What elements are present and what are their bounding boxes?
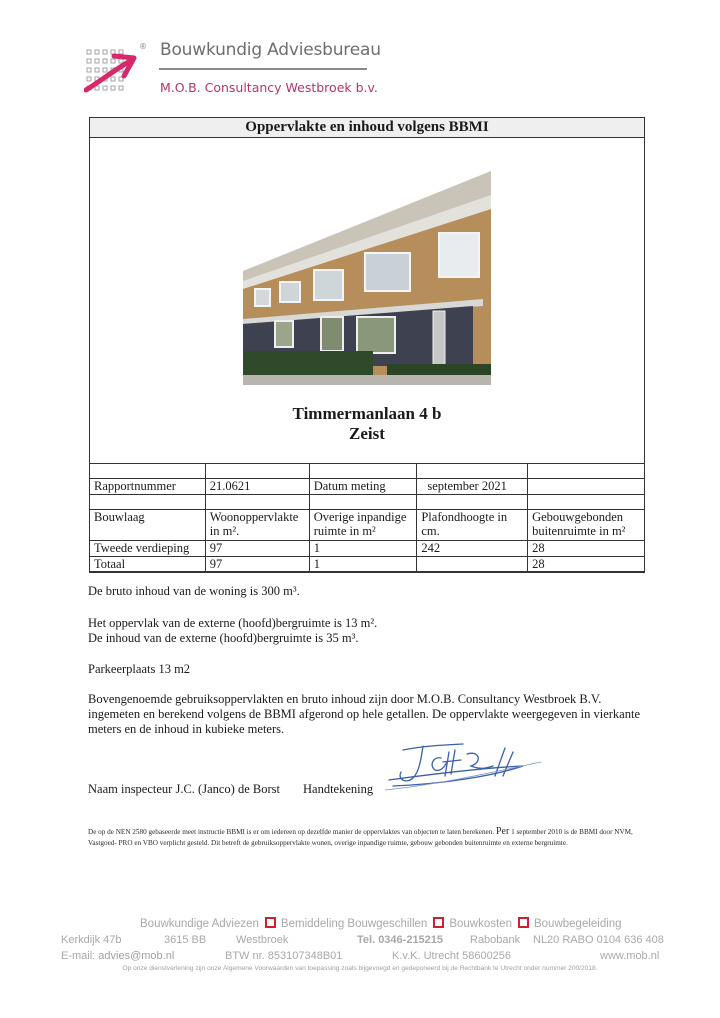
footer-services: [140, 917, 622, 930]
berging-oppervlak-text: Het oppervlak van de externe (hoofd)bergruimte is 13 m².: [88, 616, 378, 630]
fine-print-a: De op de NEN 2580 gebaseerde meet instructie BBMI is er om iedereen op dezelfde manier de oppervlaktes van objecten te laten berekenen.: [88, 828, 495, 836]
fine-print-b: 1 september 2010 is de BBMI door NVM, Vastgoed- PRO en VBO verplicht gesteld. Dit betreft de gebruiksoppervlakte wonen, overige inpandige ruimte, gebouw gebonden buitenruimte en externe bergruimte.: [88, 828, 633, 847]
service-item: Bouwkundige Adviezen: [140, 918, 259, 930]
logo-divider: [159, 68, 367, 70]
service-item: Bouwbegeleiding: [533, 918, 622, 930]
table-cell: Tweede verdieping: [90, 541, 206, 557]
footer-street: Kerkdijk 47b: [61, 934, 122, 946]
table-header-row: [90, 510, 645, 541]
email-link[interactable]: advies@mob.nl: [98, 950, 175, 962]
footer-bank: Rabobank: [470, 934, 521, 946]
table-cell: 97: [205, 557, 309, 573]
footer-iban: NL20 RABO 0104 636 408: [533, 934, 664, 946]
address-city: Zeist: [349, 424, 385, 443]
header-cell: Overige inpandige ruimte in m²: [309, 510, 417, 541]
fine-print-per: Per: [495, 826, 510, 837]
table-spacer-row: [90, 464, 645, 479]
datum-label: Datum meting: [309, 479, 417, 495]
company-logo-icon: [84, 40, 156, 98]
red-square-icon: [265, 917, 276, 928]
footer-phone: Tel. 0346-215215: [357, 934, 444, 946]
report-info-row: [90, 479, 645, 495]
footer-postcode: 3615 BB: [164, 934, 207, 946]
header-cell: Plafondhoogte in cm.: [417, 510, 528, 541]
website-link[interactable]: www.mob.nl: [600, 950, 660, 962]
header-cell: Bouwlaag: [90, 510, 206, 541]
header-cell: Woonoppervlakte in m².: [205, 510, 309, 541]
service-item: Bouwkosten: [449, 918, 512, 930]
document-title: Oppervlakte en inhoud volgens BBMI: [90, 118, 644, 138]
registered-mark: ®: [139, 42, 147, 51]
table-cell: [417, 557, 528, 573]
table-row-total: [90, 557, 645, 573]
footer-city: Westbroek: [236, 934, 289, 946]
table-row: [90, 541, 645, 557]
rapportnummer-label: Rapportnummer: [90, 479, 206, 495]
table-cell: 28: [528, 557, 645, 573]
datum-value: september 2021: [417, 479, 528, 495]
table-cell: 1: [309, 557, 417, 573]
table-cell: Totaal: [90, 557, 206, 573]
table-cell: 1: [309, 541, 417, 557]
table-spacer-row: [90, 495, 645, 510]
red-square-icon: [433, 917, 444, 928]
email-label: E-mail:: [61, 950, 96, 962]
disclaimer-text: Bovengenoemde gebruiksoppervlakten en bruto inhoud zijn door M.O.B. Consultancy Westbroek B.V. ingemeten en berekend volgens de BBMI afgerond op hele getallen. De oppervlakte weergegeven in vierkante meters en de inhoud in kubieke meters.: [88, 692, 640, 736]
house-photo: [243, 171, 491, 385]
measurement-table: [89, 463, 645, 573]
inspector-name: Naam inspecteur J.C. (Janco) de Borst: [88, 782, 280, 796]
logo-title: Bouwkundig Adviesbureau: [160, 40, 381, 60]
red-square-icon: [518, 917, 529, 928]
fine-print: [88, 826, 648, 849]
table-cell: 242: [417, 541, 528, 557]
rapportnummer-value: 21.0621: [205, 479, 309, 495]
parkeerplaats-text: Parkeerplaats 13 m2: [88, 662, 191, 676]
signature-label: Handtekening: [303, 782, 374, 796]
address-street: Timmermanlaan 4 b: [292, 404, 442, 423]
service-item: Bemiddeling Bouwgeschillen: [280, 918, 428, 930]
footer-kvk: K.v.K. Utrecht 58600256: [392, 950, 512, 962]
footer-email: [61, 950, 174, 962]
footer-legal: Op onze dienstverlening zijn onze Algemene Voorwaarden van toepassing zoals bijgevoegd en gedeponeerd bij de Rechtbank te Utrecht onder nummer 200/2018.: [122, 965, 598, 972]
footer-btw: BTW nr. 853107348B01: [225, 950, 343, 962]
bruto-inhoud-text: De bruto inhoud van de woning is 300 m³.: [88, 584, 300, 598]
table-cell: 97: [205, 541, 309, 557]
signature-icon: [383, 740, 543, 792]
table-cell: 28: [528, 541, 645, 557]
logo-subtitle: M.O.B. Consultancy Westbroek b.v.: [160, 80, 378, 95]
header-cell: Gebouwgebonden buitenruimte in m²: [528, 510, 645, 541]
berging-inhoud-text: De inhoud van de externe (hoofd)bergruimte is 35 m³.: [88, 631, 359, 645]
